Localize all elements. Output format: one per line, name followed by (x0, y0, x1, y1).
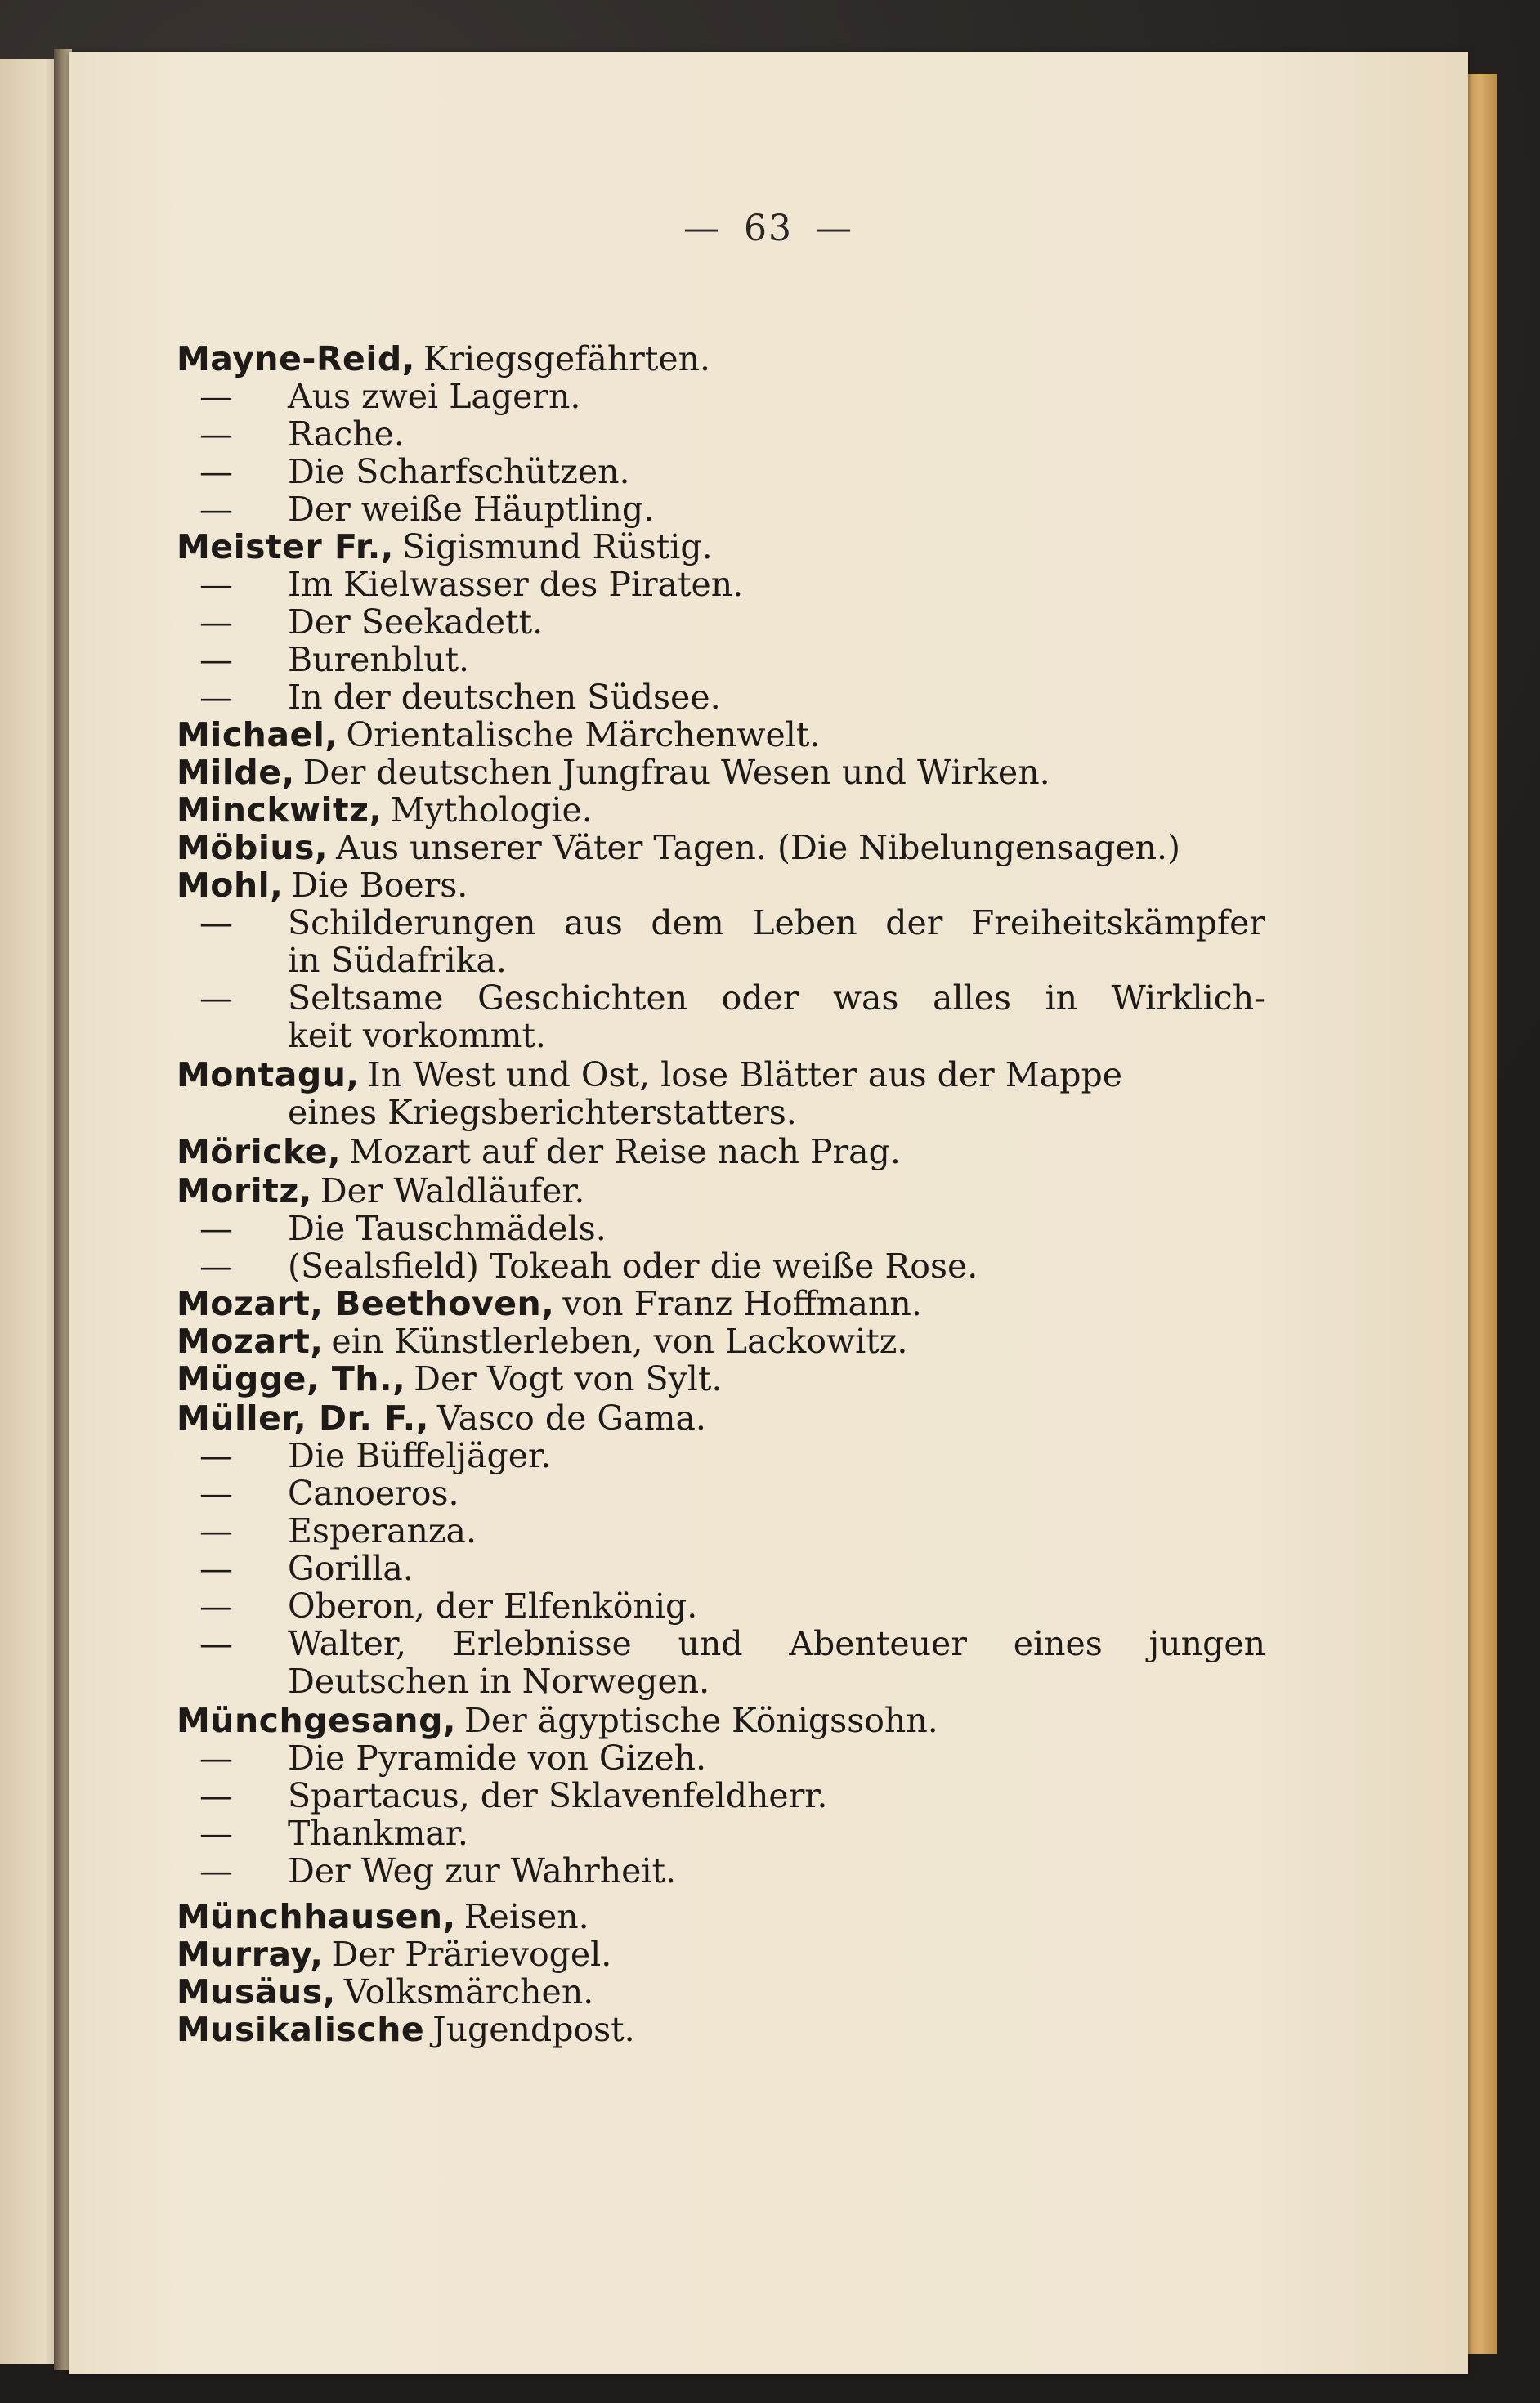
ditto-dash: — (199, 1814, 233, 1853)
entry-title: Rache. (288, 414, 405, 454)
entry-author: Mayne-Reid, (177, 339, 415, 378)
page-edges-stack (1468, 74, 1497, 2354)
entry-title: Sigismund Rüstig. (401, 527, 713, 566)
ditto-dash: — (199, 1738, 233, 1778)
catalog-subentry (177, 566, 1288, 603)
entry-title: Aus zwei Lagern. (288, 377, 581, 416)
catalog-entry-list (177, 340, 1288, 2048)
ditto-dash: — (199, 414, 233, 454)
catalog-entry (177, 340, 1288, 378)
entry-title: Burenblut. (288, 640, 470, 679)
entry-author: Minckwitz, (177, 790, 383, 830)
entry-title: Aus unserer Väter Tagen. (Die Nibelungensagen.) (336, 828, 1181, 867)
catalog-subentry (177, 1852, 1288, 1890)
ditto-dash: — (199, 1436, 233, 1475)
catalog-entry (177, 754, 1288, 791)
entry-author: Mozart, Beethoven, (177, 1284, 555, 1323)
entry-title: Der ägyptische Königssohn. (464, 1701, 938, 1740)
entry-title: Der weiße Häuptling. (288, 490, 655, 529)
catalog-subentry (177, 979, 1288, 1017)
ditto-dash: — (199, 1586, 233, 1626)
entry-author: Montagu, (177, 1055, 360, 1094)
entry-title: In West und Ost, lose Blätter aus der Mappe (367, 1055, 1122, 1094)
catalog-subentry (177, 453, 1288, 490)
entry-title-continuation: Deutschen in Norwegen. (288, 1662, 710, 1701)
entry-title: Der Prärievogel. (331, 1935, 612, 1974)
entry-title: Der Waldläufer. (320, 1171, 585, 1210)
catalog-entry (177, 1399, 1288, 1437)
entry-author: Münchgesang, (177, 1701, 457, 1740)
entry-title: Jugendpost. (432, 2010, 635, 2049)
entry-title: Volksmärchen. (343, 1972, 594, 2011)
entry-title: Schilderungen aus dem Leben der Freiheitskämpfer (288, 903, 1265, 942)
entry-title: Esperanza. (288, 1511, 477, 1551)
entry-title-continuation: keit vorkommt. (288, 1016, 546, 1055)
ditto-dash: — (199, 640, 233, 679)
catalog-entry (177, 1322, 1288, 1360)
entry-title: Die Scharfschützen. (288, 452, 630, 491)
catalog-subentry (177, 1587, 1288, 1625)
entry-title: Die Büffeljäger. (288, 1436, 552, 1475)
ditto-dash: — (199, 452, 233, 491)
catalog-continuation (177, 1662, 1288, 1700)
catalog-entry (177, 528, 1288, 566)
entry-title: Der Vogt von Sylt. (414, 1359, 723, 1398)
ditto-dash: — (199, 1549, 233, 1588)
entry-title: Die Tauschmädels. (288, 1209, 607, 1248)
catalog-subentry (177, 1437, 1288, 1474)
ditto-dash: — (199, 903, 233, 942)
ditto-dash: — (199, 565, 233, 604)
entry-author: Milde, (177, 753, 295, 792)
catalog-entry (177, 829, 1288, 866)
ditto-dash: — (199, 678, 233, 717)
entry-title: Die Boers. (291, 866, 468, 905)
entry-title: Die Pyramide von Gizeh. (288, 1738, 707, 1778)
entry-title: Der Weg zur Wahrheit. (288, 1851, 677, 1891)
catalog-subentry (177, 1625, 1288, 1662)
entry-author: Müller, Dr. F., (177, 1398, 429, 1438)
entry-author: Musäus, (177, 1972, 336, 2011)
page-number: 63 (744, 208, 793, 249)
catalog-continuation (177, 1094, 1288, 1131)
entry-author: Meister Fr., (177, 527, 394, 566)
ditto-dash: — (199, 1776, 233, 1815)
catalog-entry (177, 1360, 1288, 1398)
entry-author: Mohl, (177, 866, 284, 905)
entry-author: Musikalische (177, 2010, 425, 2049)
catalog-subentry (177, 603, 1288, 641)
catalog-entry (177, 716, 1288, 754)
entry-title-continuation: in Südafrika. (288, 941, 507, 980)
entry-author: Münchhausen, (177, 1897, 456, 1936)
catalog-subentry (177, 904, 1288, 942)
entry-author: Murray, (177, 1935, 324, 1974)
page-number-header (69, 208, 1468, 249)
catalog-entry (177, 1172, 1288, 1210)
catalog-entry (177, 1935, 1288, 1973)
catalog-subentry (177, 490, 1288, 528)
entry-title: Canoeros. (288, 1474, 459, 1513)
ditto-dash: — (199, 1246, 233, 1286)
ditto-dash: — (199, 377, 233, 416)
catalog-subentry (177, 378, 1288, 415)
catalog-subentry (177, 415, 1288, 453)
entry-title: ein Künstlerleben, von Lackowitz. (331, 1322, 908, 1361)
entry-author: Michael, (177, 715, 338, 754)
entry-author: Möbius, (177, 828, 329, 867)
entry-title: Seltsame Geschichten oder was alles in Wirklich- (288, 978, 1265, 1018)
entry-title: (Sealsfield) Tokeah oder die weiße Rose. (288, 1246, 978, 1286)
entry-title: Der Seekadett. (288, 602, 544, 642)
catalog-entry (177, 1702, 1288, 1739)
ditto-dash: — (199, 1474, 233, 1513)
entry-title: Im Kielwasser des Piraten. (288, 565, 744, 604)
ditto-dash: — (199, 490, 233, 529)
ditto-dash: — (199, 1851, 233, 1891)
ditto-dash: — (199, 1511, 233, 1551)
entry-title: Kriegsgefährten. (423, 339, 711, 378)
entry-title: Gorilla. (288, 1549, 414, 1588)
catalog-subentry (177, 1739, 1288, 1777)
catalog-entry (177, 866, 1288, 904)
catalog-entry (177, 2011, 1288, 2048)
catalog-subentry (177, 1815, 1288, 1852)
entry-title: Walter, Erlebnisse und Abenteuer eines jungen (288, 1624, 1265, 1663)
catalog-subentry (177, 1474, 1288, 1512)
catalog-subentry (177, 1777, 1288, 1815)
entry-author: Mozart, (177, 1322, 324, 1361)
entry-title: Thankmar. (288, 1814, 468, 1853)
catalog-subentry (177, 1247, 1288, 1285)
ditto-dash: — (199, 1624, 233, 1663)
catalog-subentry (177, 1512, 1288, 1550)
catalog-entry (177, 1973, 1288, 2011)
entry-title: Spartacus, der Sklavenfeldherr. (288, 1776, 828, 1815)
book-page (69, 52, 1468, 2374)
page-number-dash-left: — (683, 208, 721, 249)
entry-title: Mozart auf der Reise nach Prag. (349, 1132, 901, 1171)
entry-title: Oberon, der Elfenkönig. (288, 1586, 698, 1626)
catalog-subentry (177, 641, 1288, 678)
catalog-entry (177, 1285, 1288, 1322)
entry-title: von Franz Hoffmann. (562, 1284, 922, 1323)
catalog-entry (177, 1133, 1288, 1170)
entry-title: In der deutschen Südsee. (288, 678, 721, 717)
entry-title: Mythologie. (390, 790, 593, 830)
entry-author: Möricke, (177, 1132, 342, 1171)
catalog-continuation (177, 1017, 1288, 1054)
ditto-dash: — (199, 978, 233, 1018)
catalog-entry (177, 791, 1288, 829)
entry-title: Vasco de Gama. (436, 1398, 706, 1438)
entry-title: Orientalische Märchenwelt. (346, 715, 821, 754)
catalog-subentry (177, 1210, 1288, 1247)
catalog-subentry (177, 1550, 1288, 1587)
entry-author: Mügge, Th., (177, 1359, 406, 1398)
entry-title: Reisen. (463, 1897, 589, 1936)
entry-title-continuation: eines Kriegsberichterstatters. (288, 1093, 797, 1132)
ditto-dash: — (199, 1209, 233, 1248)
page-number-dash-right: — (816, 208, 853, 249)
ditto-dash: — (199, 602, 233, 642)
catalog-continuation (177, 942, 1288, 979)
entry-author: Moritz, (177, 1171, 312, 1210)
entry-title: Der deutschen Jungfrau Wesen und Wirken. (302, 753, 1050, 792)
catalog-entry (177, 1056, 1288, 1094)
catalog-entry (177, 1898, 1288, 1935)
catalog-subentry (177, 678, 1288, 716)
